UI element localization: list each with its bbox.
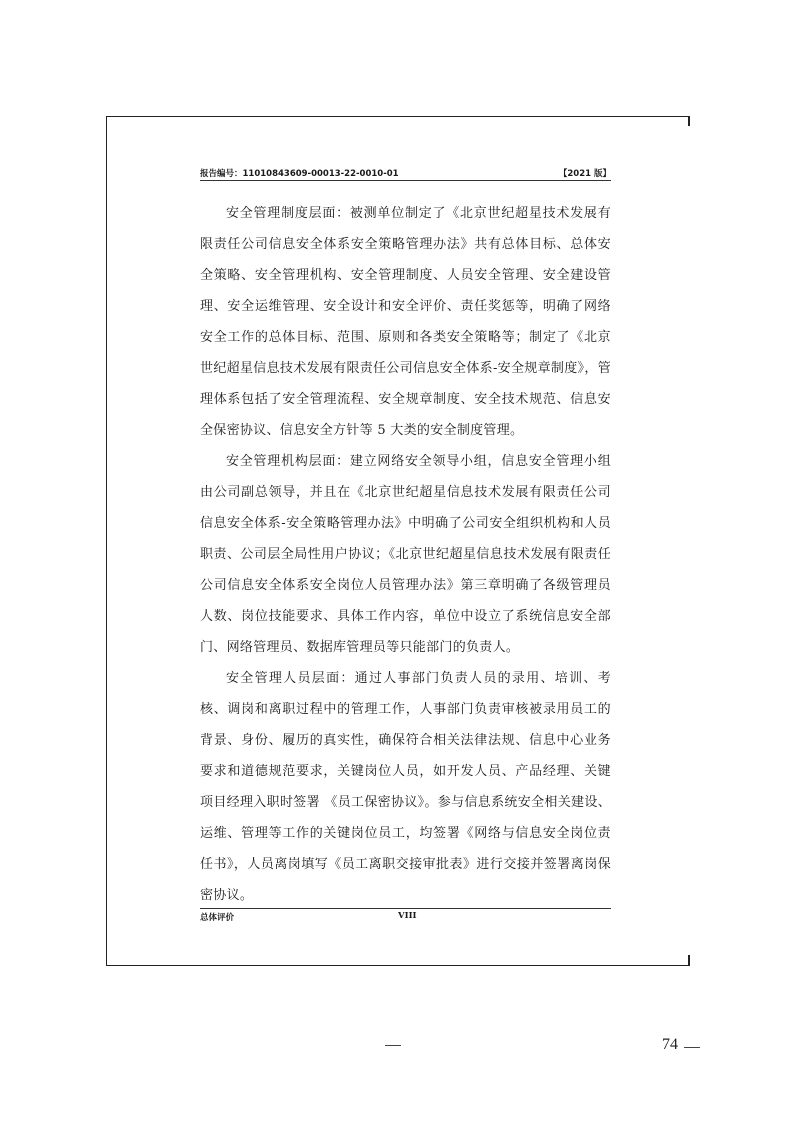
footer-divider	[200, 908, 611, 909]
version-label: 【2021 版】	[558, 169, 611, 179]
footer-roman-page: VIII	[398, 911, 417, 921]
page-number: 74	[662, 1036, 678, 1053]
page-dash-left	[385, 1045, 401, 1046]
footer-section-label: 总体评价	[200, 913, 235, 923]
page-footer	[200, 911, 611, 925]
frame-bottom-border	[106, 965, 690, 966]
frame-corner-mark-bottom	[688, 955, 690, 966]
header-divider	[200, 180, 611, 181]
document-body	[200, 198, 611, 911]
frame-corner-mark-top	[688, 116, 690, 126]
paragraph-management-system: 安全管理制度层面：被测单位制定了《北京世纪超星技术发展有限责任公司信息安全体系安全策略管理办法》共有总体目标、总体安全策略、安全管理机构、安全管理制度、人员安全管理、安全建设管理、安全运维管理、安全设计和安全评价、责任奖惩等，明确了网络安全工作的总体目标、范围、原则和各类安全策略等；制定了《北京世纪超星信息技术发展有限责任公司信息安全体系-安全规章制度》，管理体系包括了安全管理流程、安全规章制度、安全技术规范、信息安全保密协议、信息安全方针等 5 大类的安全制度管理。	[200, 206, 611, 438]
frame-left-border	[106, 116, 107, 966]
page-header	[200, 165, 611, 181]
page-dash-right	[684, 1047, 700, 1048]
frame-top-border	[106, 116, 690, 117]
report-number: 报告编号：11010843609-00013-22-0010-01	[200, 169, 399, 179]
paragraph-management-personnel: 安全管理人员层面：通过人事部门负责人员的录用、培训、考核、调岗和离职过程中的管理工作，人事部门负责审核被录用员工的背景、身份、履历的真实性，确保符合相关法律法规、信息中心业务要求和道德规范要求，关键岗位人员，如开发人员、产品经理、关键项目经理入职时签署 《员工保密协议》。参与信息系统安全相关建设、运维、管理等工作的关键岗位员工，均签署《网络与信息安全岗位责任书》，人员离岗填写《员工离职交接审批表》进行交接并签署离岗保密协议。	[200, 671, 611, 903]
paragraph-management-organization: 安全管理机构层面：建立网络安全领导小组，信息安全管理小组由公司副总领导，并且在《北京世纪超星信息技术发展有限责任公司信息安全体系-安全策略管理办法》中明确了公司安全组织机构和人员职责、公司层全局性用户协议；《北京世纪超星信息技术发展有限责任公司信息安全体系安全岗位人员管理办法》第三章明确了各级管理员人数、岗位技能要求、具体工作内容，单位中设立了系统信息安全部门、网络管理员、数据库管理员等只能部门的负责人。	[200, 454, 611, 655]
